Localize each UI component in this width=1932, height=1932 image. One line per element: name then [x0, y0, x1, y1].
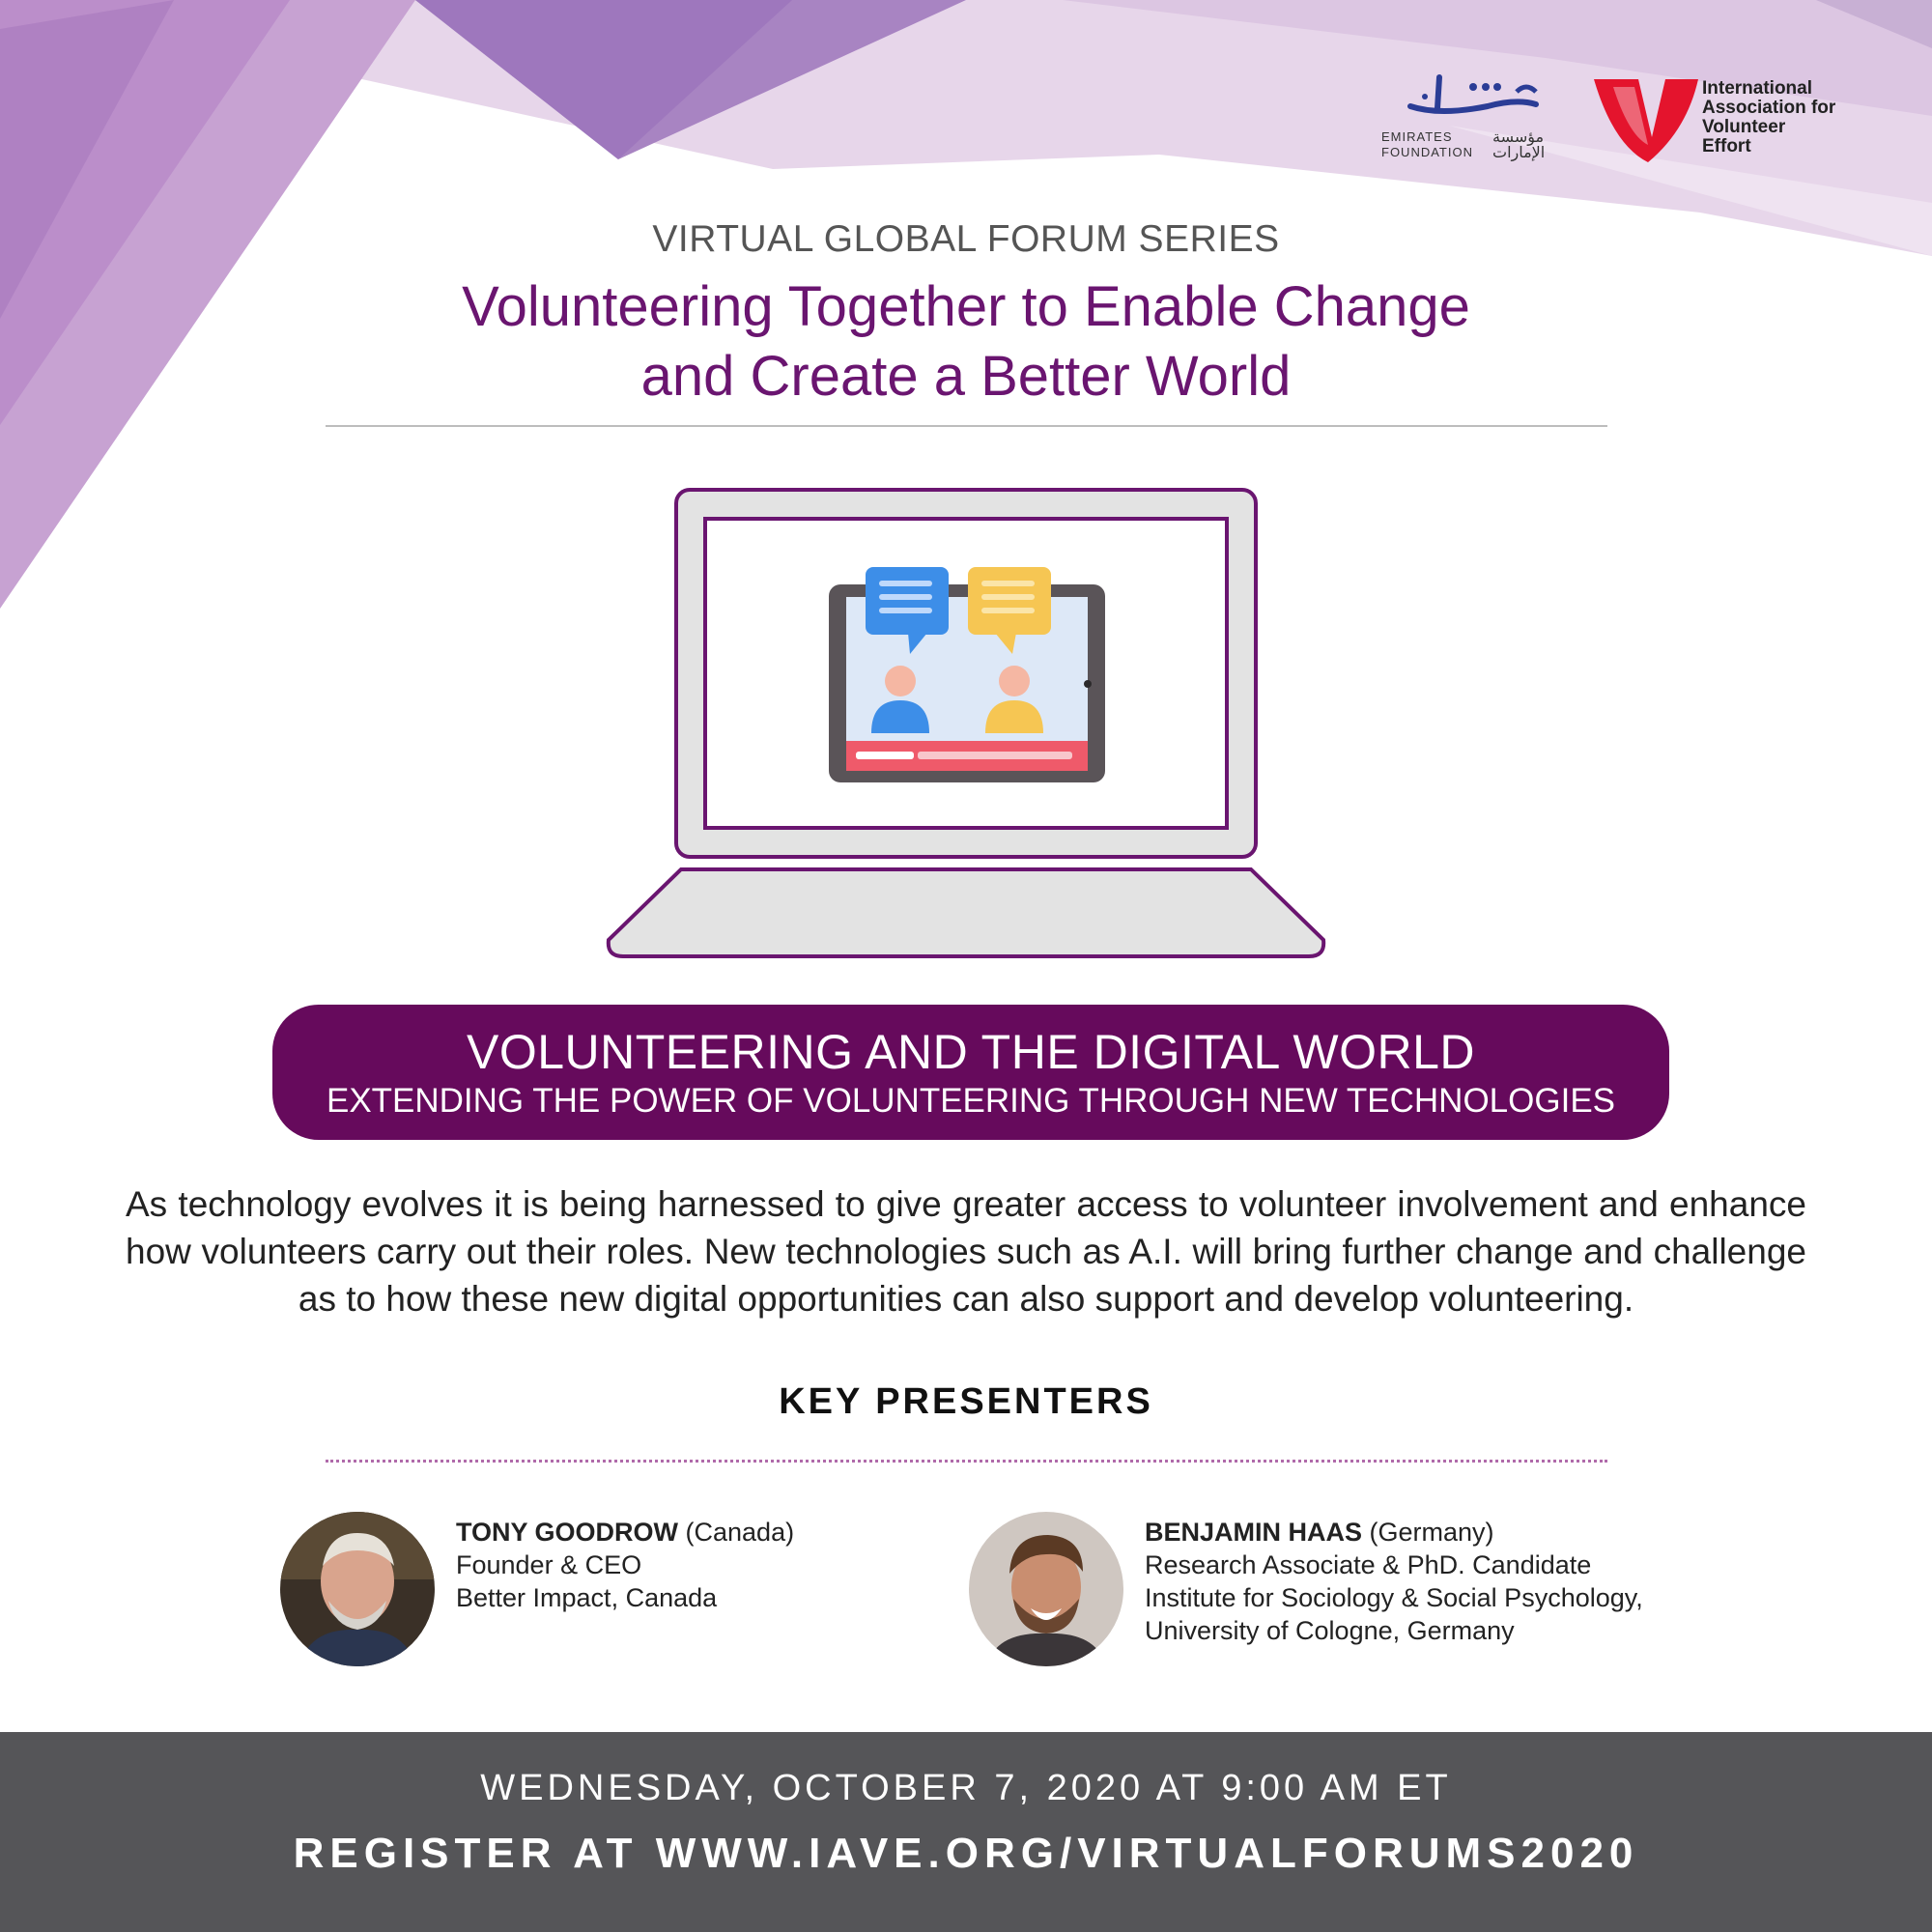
topic-description: As technology evolves it is being harnessed to give greater access to volunteer involvement and enhance how volunteers carry out their roles. New technologies such as A.I. will bring further change and challenge as to how these new digital opportunities can also support and develop volunteering. [126, 1184, 1806, 1319]
presenter-name: BENJAMIN HAAS [1145, 1518, 1363, 1547]
presenter-info [1145, 1516, 1686, 1647]
series-label: VIRTUAL GLOBAL FORUM SERIES [652, 218, 1280, 260]
event-footer [0, 1732, 1932, 1932]
iave-name: International Association for Volunteer Effort [1702, 78, 1836, 156]
presenter-organization-location: University of Cologne, Germany [1145, 1616, 1515, 1645]
presenter-info [456, 1516, 997, 1614]
presenter-country: (Germany) [1362, 1518, 1494, 1547]
presenters-divider [326, 1460, 1607, 1463]
presenter-role: Research Associate & PhD. Candidate [1145, 1550, 1592, 1579]
laptop-video-call-illustration [599, 488, 1333, 961]
register-link[interactable]: REGISTER AT WWW.IAVE.ORG/VIRTUALFORUMS2020 [293, 1830, 1639, 1877]
emirates-foundation-english-name: EMIRATES FOUNDATION [1381, 129, 1473, 159]
topic-banner [272, 1005, 1669, 1140]
topic-title: VOLUNTEERING AND THE DIGITAL WORLD [466, 1025, 1475, 1079]
presenter-organization: Better Impact, Canada [456, 1583, 718, 1612]
partner-logos [1372, 68, 1913, 184]
event-date: WEDNESDAY, OCTOBER 7, 2020 AT 9:00 AM ET [480, 1768, 1452, 1808]
presenters-heading: KEY PRESENTERS [779, 1381, 1153, 1422]
topic-subtitle: EXTENDING THE POWER OF VOLUNTEERING THROUGH NEW TECHNOLOGIES [326, 1082, 1616, 1120]
presenter-name: TONY GOODROW [456, 1518, 679, 1547]
presenter-role: Founder & CEO [456, 1550, 642, 1579]
emirates-foundation-arabic-name: مؤسسة الإمارات [1492, 128, 1546, 161]
presenter-organization: Institute for Sociology & Social Psychology, [1145, 1583, 1643, 1612]
avatar [280, 1512, 435, 1666]
avatar [969, 1512, 1123, 1666]
title-line-2: and Create a Better World [640, 345, 1292, 408]
title-divider [326, 425, 1607, 427]
presenter-photo-icon [969, 1512, 1123, 1666]
page-title [0, 272, 1932, 412]
presenter-photo-icon [280, 1512, 435, 1666]
title-line-1: Volunteering Together to Enable Change [462, 275, 1470, 338]
emirates-foundation-calligraphy-icon [1381, 68, 1575, 126]
emirates-foundation-logo [1381, 68, 1575, 174]
iave-logo-icon [1594, 77, 1700, 164]
presenter-country: (Canada) [678, 1518, 795, 1547]
